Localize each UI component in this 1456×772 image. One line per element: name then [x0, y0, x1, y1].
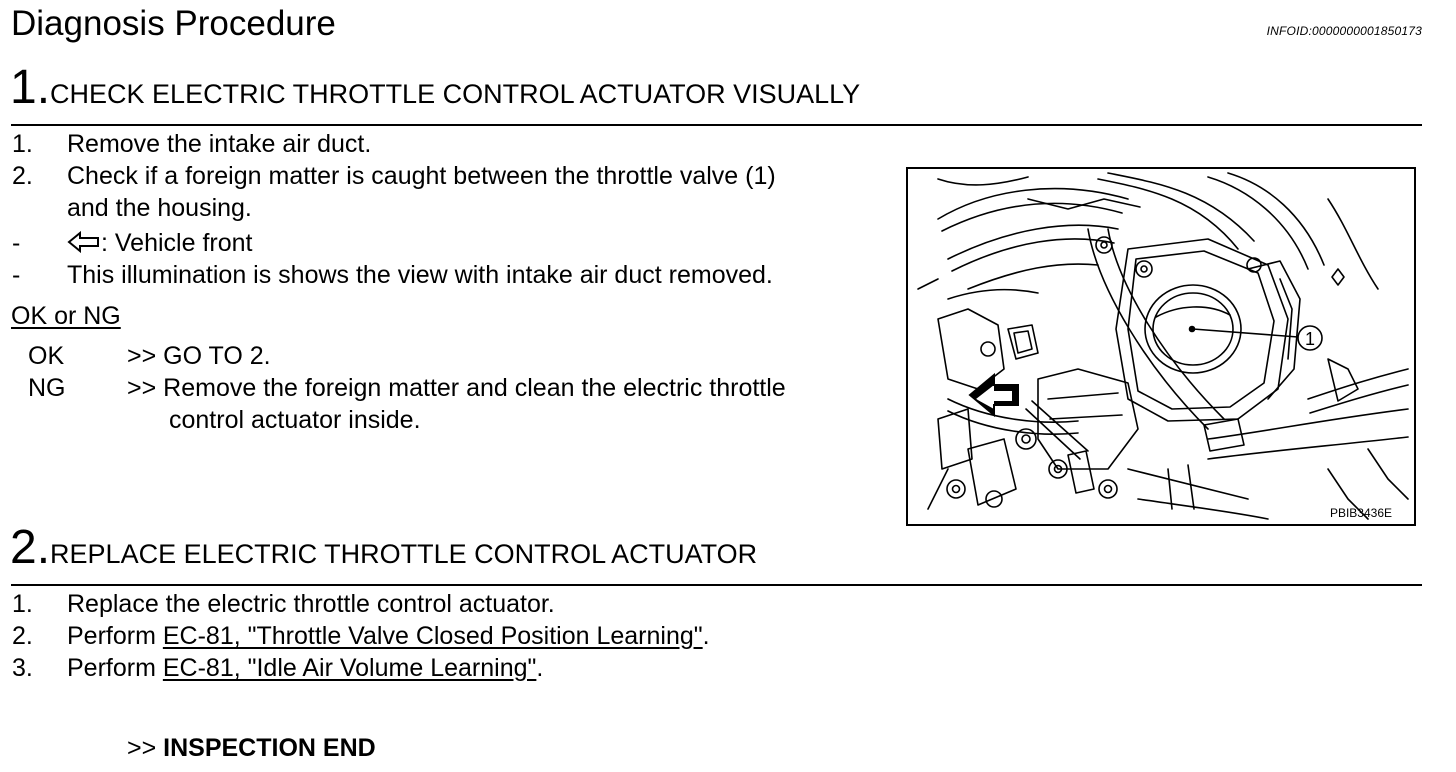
vehicle-front-arrow-icon: [67, 231, 101, 253]
step1-note2-marker: -: [12, 261, 21, 289]
step1-item1-text: Remove the intake air duct.: [67, 130, 372, 158]
step2-item3-marker: 3.: [12, 654, 33, 682]
step2-number: 2.: [10, 521, 51, 574]
step1-item2-text: Check if a foreign matter is caught between the throttle valve (1): [67, 162, 776, 190]
step1-note1-marker: -: [12, 229, 21, 257]
step1-heading: [10, 61, 861, 114]
inspection-end-text: INSPECTION END: [163, 734, 376, 762]
step2-item2-prefix: Perform: [67, 622, 163, 650]
result-ng-arrow: >>: [127, 374, 157, 402]
result-ok-arrow: >>: [127, 342, 157, 370]
page-title: Diagnosis Procedure: [11, 4, 336, 43]
step2-item2-text: [67, 621, 710, 652]
step1-item2-text-cont: and the housing.: [67, 194, 252, 222]
engine-bay-drawing: [908, 169, 1414, 524]
result-ng-code: NG: [28, 374, 66, 402]
step1-item2-marker: 2.: [12, 162, 33, 190]
ok-or-ng-label: OK or NG: [11, 302, 121, 330]
step1-note2-text: This illumination is shows the view with intake air duct removed.: [67, 261, 773, 289]
step2-item1-text: Replace the electric throttle control actuator.: [67, 590, 555, 618]
figure-code: PBIB3436E: [1329, 506, 1392, 520]
figure-callout-1: 1: [1304, 329, 1316, 349]
step2-item1-marker: 1.: [12, 590, 33, 618]
step2-heading: [10, 521, 758, 574]
step2-item2-marker: 2.: [12, 622, 33, 650]
step2-item3-suffix: .: [536, 654, 544, 682]
step1-title: CHECK ELECTRIC THROTTLE CONTROL ACTUATOR VISUALLY: [50, 79, 861, 109]
inspection-end-arrow: >>: [127, 734, 157, 762]
step2-divider: [11, 584, 1422, 586]
step1-item1-marker: 1.: [12, 130, 33, 158]
result-ng-text-cont: control actuator inside.: [169, 406, 421, 434]
result-ng-action: Remove the foreign matter and clean the electric throttle: [163, 374, 786, 402]
link-throttle-valve-closed-position-learning[interactable]: EC-81, "Throttle Valve Closed Position Learning": [162, 622, 703, 650]
step1-note1: [67, 228, 252, 259]
step2-title: REPLACE ELECTRIC THROTTLE CONTROL ACTUATOR: [50, 539, 758, 569]
result-ok-code: OK: [28, 342, 65, 370]
step1-divider: [11, 124, 1422, 126]
step2-item3-text: [67, 653, 543, 684]
inspection-end: [127, 733, 376, 764]
step2-item3-prefix: Perform: [67, 654, 163, 682]
info-id: INFOID:0000000001850173: [1266, 24, 1422, 38]
result-ok-text: [127, 341, 271, 372]
step1-number: 1.: [10, 61, 51, 114]
result-ok-action: GO TO 2.: [163, 342, 271, 370]
result-ng-text: [127, 373, 786, 404]
link-idle-air-volume-learning[interactable]: EC-81, "Idle Air Volume Learning": [162, 654, 537, 682]
step2-item2-suffix: .: [702, 622, 710, 650]
throttle-body-illustration: [906, 167, 1416, 526]
front-arrow-icon: [970, 375, 1018, 415]
vehicle-front-text: : Vehicle front: [101, 229, 253, 257]
